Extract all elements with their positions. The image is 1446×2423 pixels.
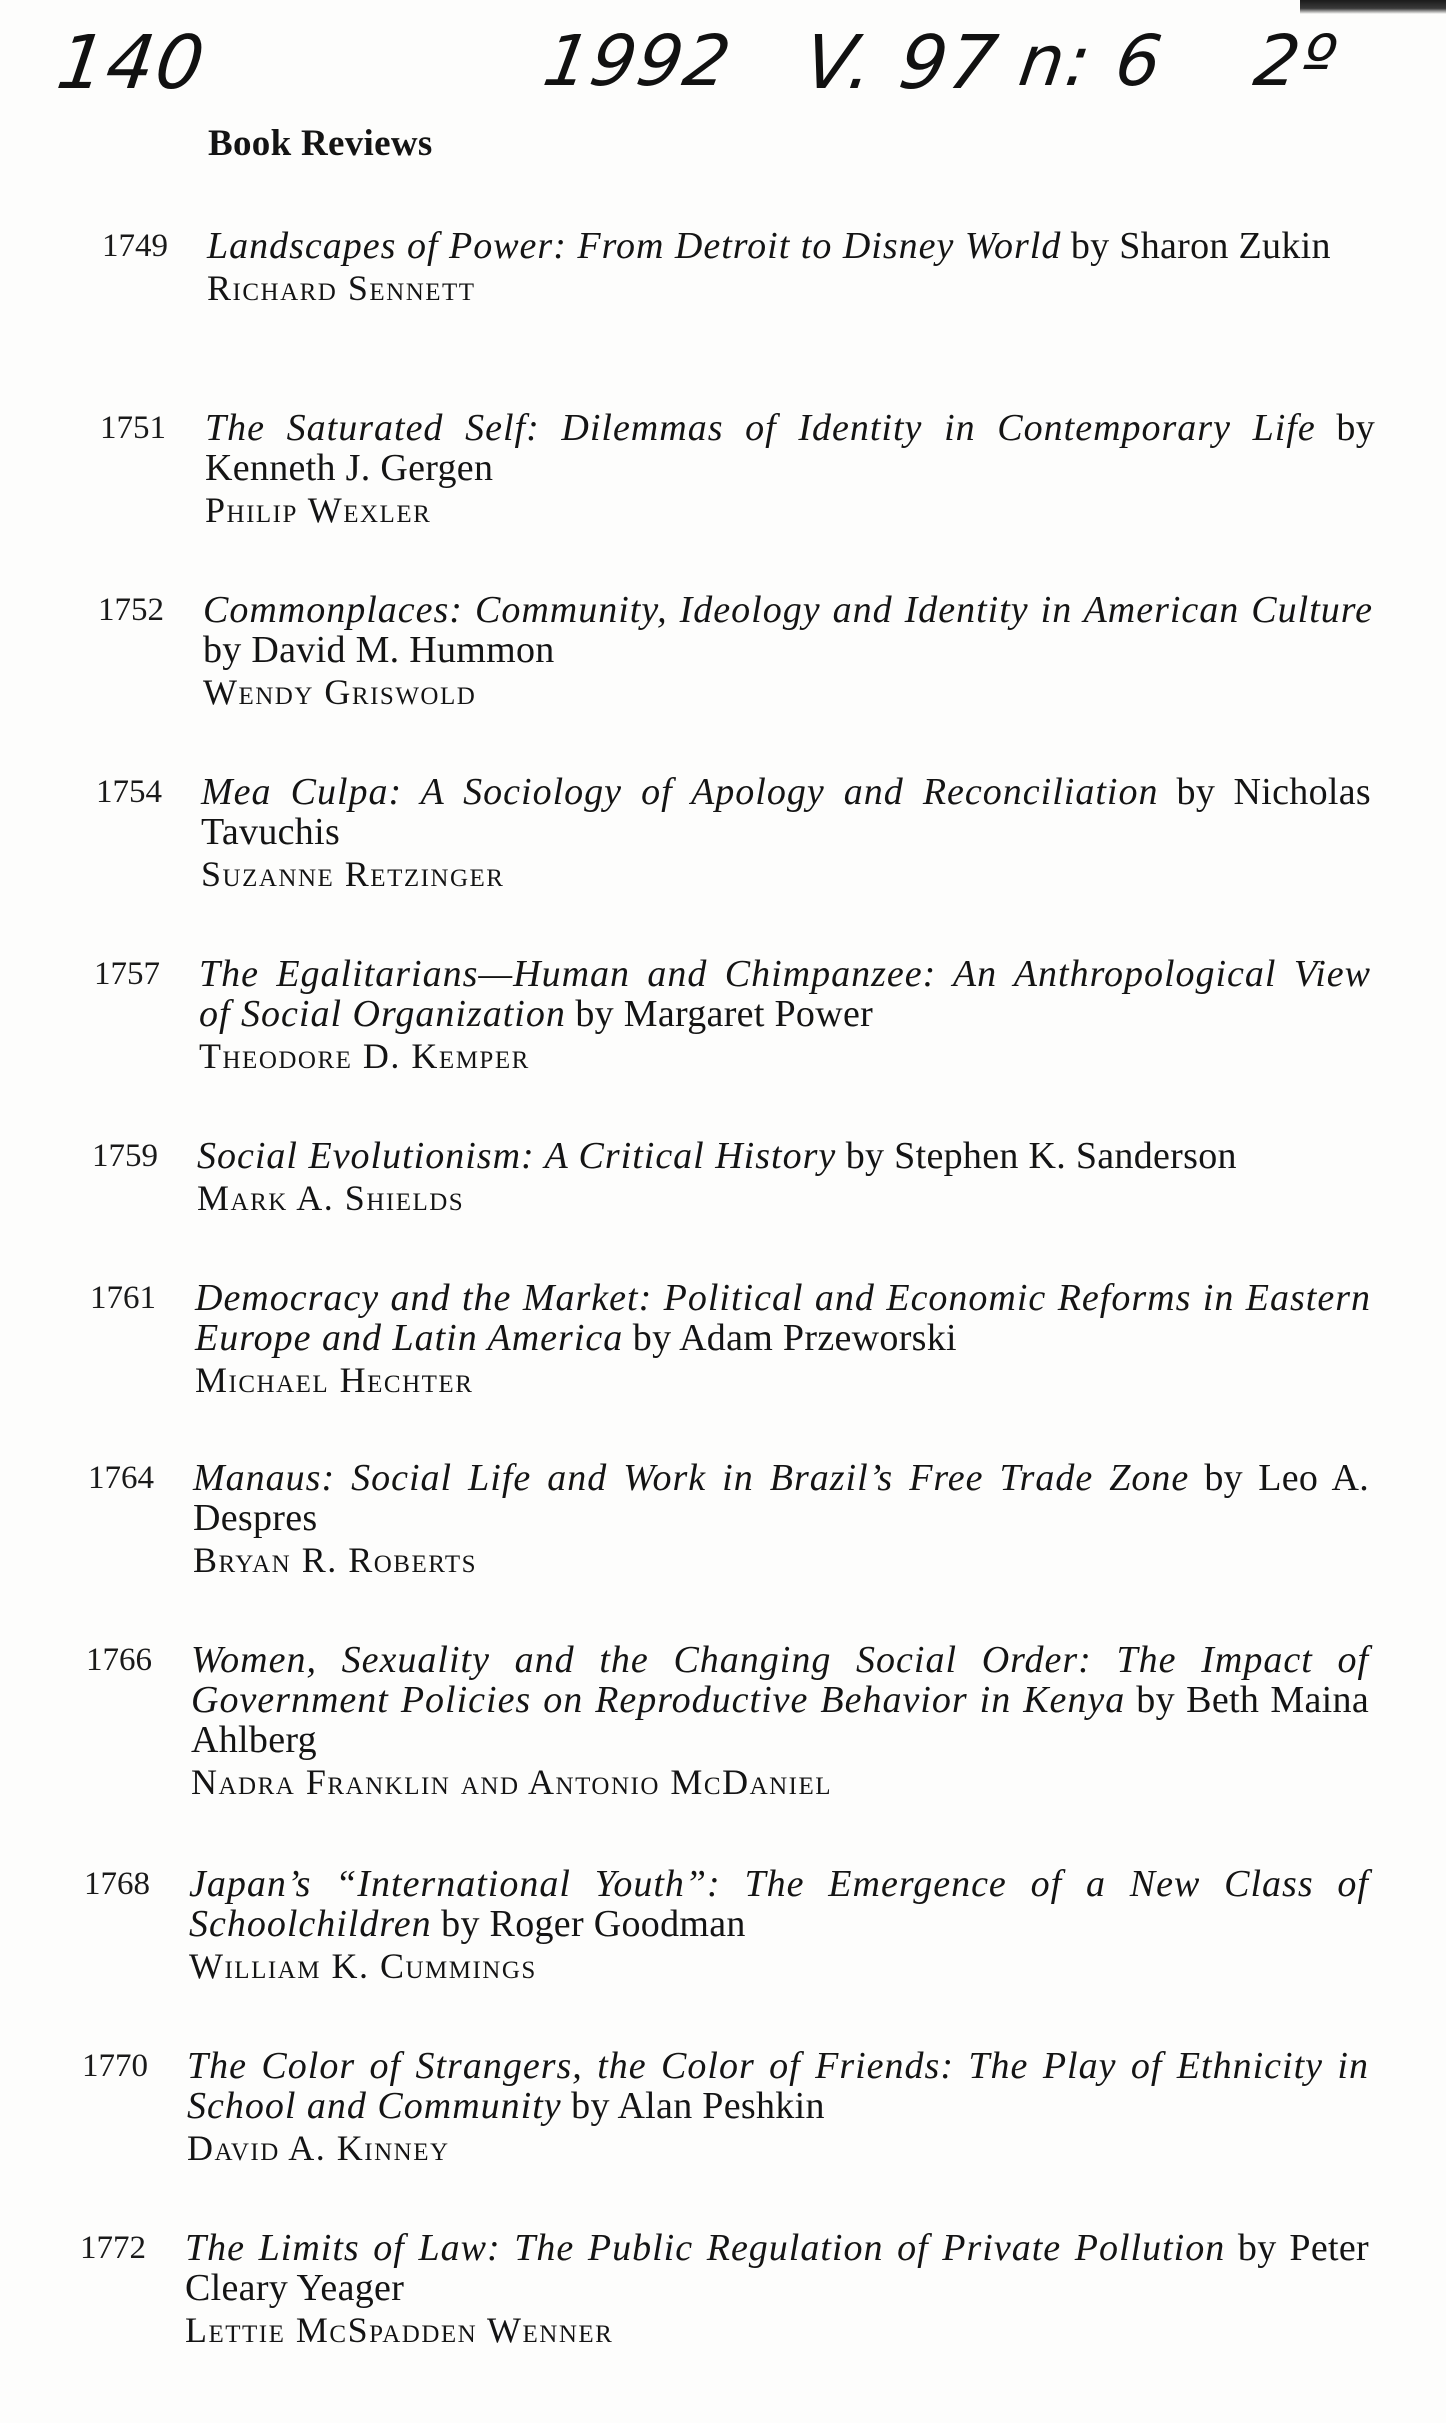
review-citation: [191, 1640, 1369, 1802]
book-title: Women, Sexuality and the Changing Social Order: The Impact of Government Policies on Reproductive Behavior in Kenya: [191, 1639, 1369, 1721]
section-heading: Book Reviews: [208, 123, 433, 164]
book-author: by David M. Hummon: [203, 629, 555, 671]
book-title: The Limits of Law: The Public Regulation of Private Pollution: [185, 2227, 1226, 2269]
page-number: 1761: [90, 1280, 156, 1316]
page-number: 1764: [88, 1460, 154, 1496]
reviewer-name: David A. Kinney: [187, 2128, 450, 2168]
page-number: 1757: [94, 956, 160, 992]
book-author: by Beth Maina Ahlberg: [191, 1679, 1370, 1761]
handwritten-note: 140: [51, 20, 212, 106]
reviewer-name: William K. Cummings: [189, 1946, 537, 1986]
review-citation: [195, 1278, 1371, 1400]
reviewer-name: Lettie McSpadden Wenner: [185, 2310, 614, 2350]
page-number: 1770: [82, 2048, 148, 2084]
book-title: Democracy and the Market: Political and Economic Reforms in Eastern Europe and Latin America: [195, 1277, 1371, 1359]
handwritten-note: V. 97: [798, 20, 1005, 106]
page-number: 1751: [100, 410, 166, 446]
reviewer-name: Suzanne Retzinger: [201, 854, 505, 894]
book-title: Manaus: Social Life and Work in Brazil’s Free Trade Zone: [193, 1457, 1190, 1499]
review-citation: [193, 1458, 1369, 1580]
page-number: 1759: [92, 1138, 158, 1174]
reviewer-name: Theodore D. Kemper: [199, 1036, 530, 1076]
page-number: 1752: [98, 592, 164, 628]
reviewer-name: Wendy Griswold: [203, 672, 477, 712]
handwritten-note: n: 6: [1014, 20, 1169, 102]
reviewer-name: Richard Sennett: [207, 268, 476, 308]
reviewer-name: Michael Hechter: [195, 1360, 474, 1400]
review-citation: [207, 226, 1377, 308]
book-author: by Adam Przeworski: [632, 1317, 957, 1359]
book-title: Commonplaces: Community, Ideology and Identity in American Culture: [203, 589, 1373, 631]
book-author: by Kenneth J. Gergen: [205, 407, 1376, 489]
reviewer-name: Philip Wexler: [205, 490, 432, 530]
scan-edge-shadow: [1300, 0, 1446, 14]
review-citation: [187, 2046, 1369, 2168]
page-number: 1749: [102, 228, 168, 264]
book-author: by Alan Peshkin: [571, 2085, 825, 2127]
book-author: by Margaret Power: [575, 993, 874, 1035]
book-title: Japan’s “International Youth”: The Emergence of a New Class of Schoolchildren: [189, 1863, 1369, 1945]
book-title: Social Evolutionism: A Critical History: [197, 1135, 837, 1177]
review-citation: [201, 772, 1371, 894]
page-number: 1768: [84, 1866, 150, 1902]
book-author: by Leo A. Despres: [193, 1457, 1369, 1539]
review-citation: [199, 954, 1371, 1076]
book-title: The Egalitarians—Human and Chimpanzee: An Anthropological View of Social Organization: [199, 953, 1371, 1035]
page-number: 1772: [80, 2230, 146, 2266]
review-citation: [203, 590, 1373, 712]
reviewer-name: Bryan R. Roberts: [193, 1540, 478, 1580]
book-title: The Color of Strangers, the Color of Friends: The Play of Ethnicity in School and Community: [187, 2045, 1369, 2127]
review-citation: [185, 2228, 1369, 2350]
handwritten-note: 2º: [1249, 20, 1343, 102]
book-title: Landscapes of Power: From Detroit to Disney World: [207, 225, 1062, 267]
page-number: 1754: [96, 774, 162, 810]
book-author: by Roger Goodman: [441, 1903, 746, 1945]
book-author: by Stephen K. Sanderson: [845, 1135, 1237, 1177]
book-title: The Saturated Self: Dilemmas of Identity in Contemporary Life: [205, 407, 1316, 449]
handwritten-note: 1992: [537, 20, 739, 102]
book-title: Mea Culpa: A Sociology of Apology and Reconciliation: [201, 771, 1159, 813]
review-citation: [205, 408, 1375, 530]
review-citation: [197, 1136, 1371, 1218]
book-author: by Sharon Zukin: [1070, 225, 1331, 267]
review-citation: [189, 1864, 1369, 1986]
page-number: 1766: [86, 1642, 152, 1678]
reviewer-name: Nadra Franklin and Antonio McDaniel: [191, 1762, 833, 1802]
book-author: by Nicholas Tavuchis: [201, 771, 1372, 853]
book-author: by Peter Cleary Yeager: [185, 2227, 1370, 2309]
reviewer-name: Mark A. Shields: [197, 1178, 465, 1218]
